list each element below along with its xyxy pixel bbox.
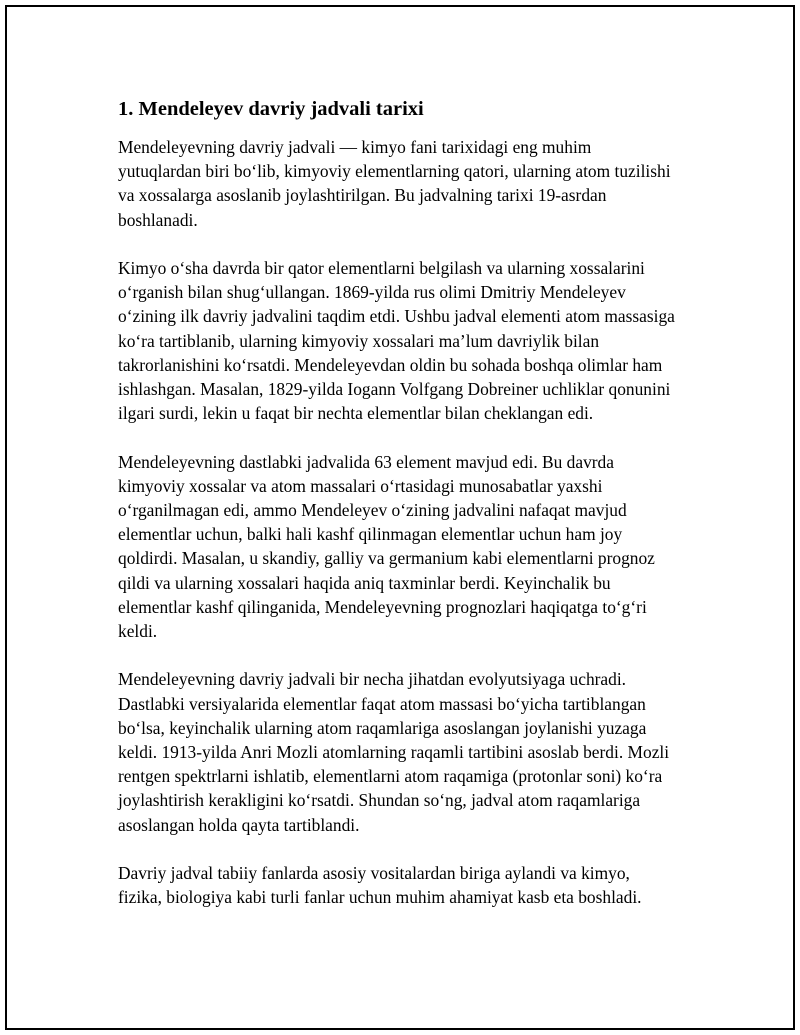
paragraph-evolution: Mendeleyevning davriy jadvali bir necha jihatdan evolyutsiyaga uchradi. Dastlabki versiyalarida elementlar faqat atom massasi bo‘yicha tartiblangan bo‘lsa, keyinchalik ularning atom raqamlariga asoslangan joylanishi yuzaga keldi. 1913-yilda Anri Mozli atomlarning raqamli tartibini asoslab berdi. Mozli rentgen spektrlarni ishlatib, elementlarni atom raqamiga (protonlar soni) ko‘ra joylashtirish kerakligini ko‘rsatdi. Shundan so‘ng, jadval atom raqamlariga asoslangan holda qayta tartiblandi. — [118, 669, 670, 835]
paragraph-early-history: Kimyo o‘sha davrda bir qator elementlarni belgilash va ularning xossalarini o‘rganish bilan shug‘ullangan. 1869-yilda rus olimi Dmitriy Mendeleyev o‘zining ilk davriy jadvalini taqdim etdi. Ushbu jadval elementi atom massasiga ko‘ra tartiblanib, ularning kimyoviy xossalari ma’lum davriylik bilan takrorlanishini ko‘rsatdi. Mendeleyevdan oldin bu sohada boshqa olimlar ham ishlashgan. Masalan, 1829-yilda Iogann Volfgang Dobreiner uchliklar qonunini ilgari surdi, lekin u faqat bir nechta elementlar bilan cheklangan edi. — [118, 258, 675, 424]
document-body — [118, 97, 678, 934]
paragraph-conclusion: Davriy jadval tabiiy fanlarda asosiy vositalardan biriga aylandi va kimyo, fizika, biologiya kabi turli fanlar uchun muhim ahamiyat kasb eta boshladi. — [118, 863, 642, 908]
paragraph-intro: Mendeleyevning davriy jadvali — kimyo fani tarixidagi eng muhim yutuqlardan biri bo‘lib, kimyoviy elementlarning qatori, ularning atom tuzilishi va xossalarga asoslanib joylashtirilgan. Bu jadvalning tarixi 19-asrdan boshlanadi. — [118, 137, 671, 230]
section-heading: 1. Mendeleyev davriy jadvali tarixi — [118, 98, 424, 120]
paragraph-first-table: Mendeleyevning dastlabki jadvalida 63 element mavjud edi. Bu davrda kimyoviy xossalar va atom massalari o‘rtasidagi munosabatlar yaxshi o‘rganilmagan edi, ammo Mendeleyev o‘zining jadvalini nafaqat mavjud elementlar uchun, balki hali kashf qilinmagan elementlar uchun ham joy qoldirdi. Masalan, u skandiy, galliy va germanium kabi elementlarni prognoz qildi va ularning xossalari haqida aniq taxminlar berdi. Keyinchalik bu elementlar kashf qilinganida, Mendeleyevning prognozlari haqiqatga to‘g‘ri keldi. — [118, 451, 655, 642]
page-frame — [5, 5, 795, 1030]
